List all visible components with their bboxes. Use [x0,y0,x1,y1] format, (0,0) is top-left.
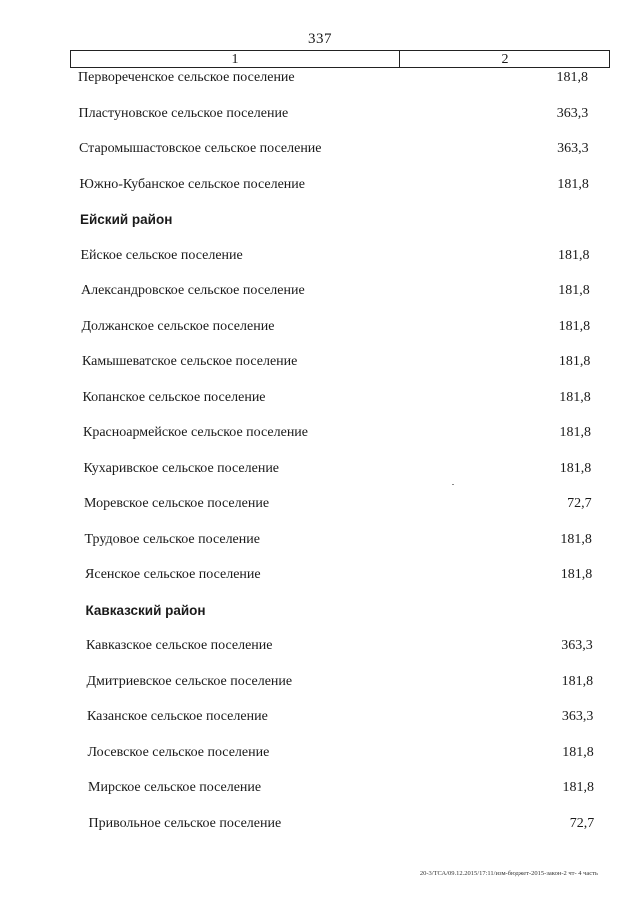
amount-value: 181,8 [560,567,593,582]
amount-value: 181,8 [559,389,591,405]
table-row [0,814,640,834]
amount-value: 181,8 [558,354,591,369]
table-row [0,139,640,159]
amount-value: 181,8 [559,425,591,440]
header-column-1: 1 [231,52,239,67]
settlement-name: Казанское сельское поселение [87,709,268,724]
table-row [0,494,640,514]
district-name: Ейский район [80,212,173,227]
table-row [0,352,640,372]
settlement-name: Красноармейское сельское поселение [83,425,309,440]
amount-value: 72,7 [569,815,595,831]
settlement-name: Кавказское сельское поселение [86,638,273,653]
table-row [0,175,640,195]
settlement-name: Южно-Кубанское сельское поселение [79,176,306,192]
table-row [0,317,640,337]
settlement-name: Мирское сельское поселение [88,780,262,795]
settlement-name: Александровское сельское поселение [81,283,305,298]
page-number: 337 [308,31,332,47]
table-row [0,565,640,585]
amount-value: 181,8 [558,283,590,298]
amount-value: 181,8 [560,531,592,547]
table-row [0,459,640,479]
amount-value: 181,8 [561,673,594,689]
settlement-name: Кухаривское сельское поселение [83,460,280,476]
settlement-name: Должанское сельское поселение [81,318,275,334]
settlement-name: Трудовое сельское поселение [84,531,260,547]
amount-value: 181,8 [558,247,590,263]
amount-value: 363,3 [556,105,589,121]
settlement-name: Моревское сельское поселение [84,496,270,511]
settlement-name: Привольное сельское поселение [88,815,282,831]
district-heading [0,210,640,230]
settlement-name: Камышеватское сельское поселение [82,354,298,369]
table-row [0,388,640,408]
settlement-name: Ясенское сельское поселение [85,567,261,582]
settlement-name: Копанское сельское поселение [82,389,266,405]
settlement-name: Старомышастовское сельское поселение [79,141,322,156]
table-row [0,530,640,550]
amount-value: 72,7 [567,496,592,511]
table-row [0,246,640,266]
amount-value: 181,8 [559,460,592,476]
amount-value: 181,8 [562,780,594,795]
footer-note: 20-3/ТСА/09.12.2015/17:11/изм-бюджет-2015-закон-2 чт- 4 часть [419,870,598,877]
district-name: Кавказский район [85,602,206,618]
amount-value: 181,8 [557,176,589,192]
table-row [0,707,640,727]
table-row [0,636,640,656]
settlement-name: Пластуновское сельское поселение [78,105,289,121]
header-column-2: 2 [399,51,610,68]
district-heading [0,601,640,621]
table-row [0,743,640,763]
settlement-name: Дмитриевское сельское поселение [86,673,293,689]
table-row [0,68,640,88]
amount-value: 181,8 [562,744,594,760]
amount-value: 363,3 [557,141,589,156]
settlement-name: Лосевское сельское поселение [87,744,270,760]
table-row [0,778,640,798]
table-row [0,423,640,443]
settlement-name: Первореченское сельское поселение [78,70,295,85]
table-row [0,104,640,124]
amount-value: 181,8 [556,70,588,85]
amount-value: 181,8 [558,318,591,334]
amount-value: 363,3 [561,638,593,653]
settlement-name: Ейское сельское поселение [80,247,243,263]
scan-speck [452,484,454,485]
amount-value: 363,3 [561,709,594,724]
table-row [0,281,640,301]
table-row [0,672,640,692]
